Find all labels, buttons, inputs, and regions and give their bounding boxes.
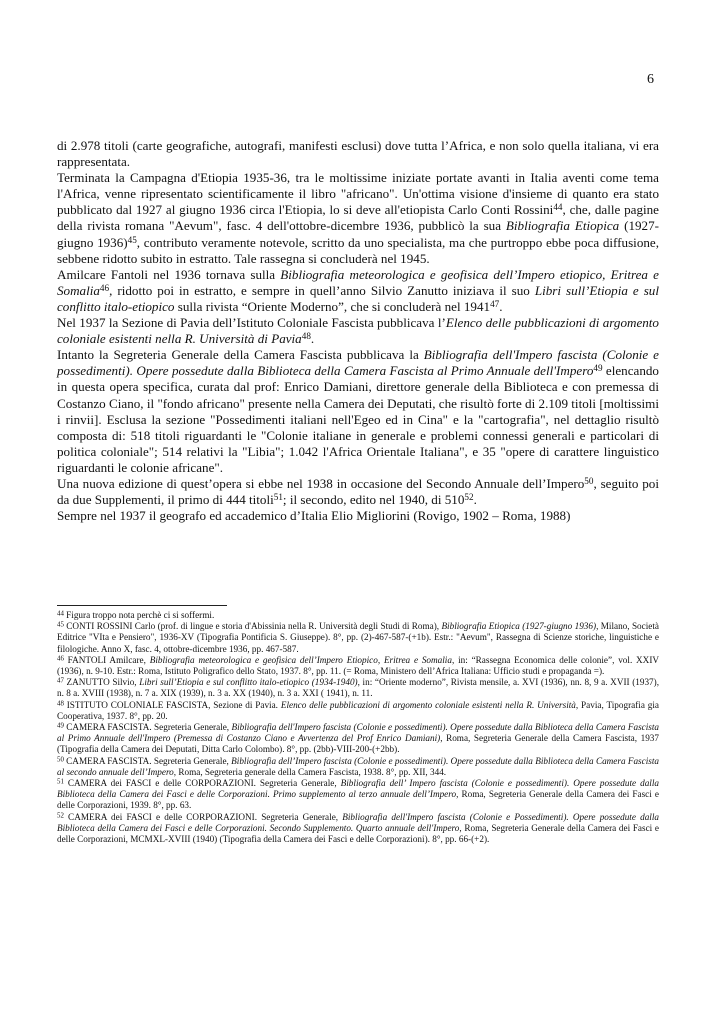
italic-text: Bibliografia dell'Impero fascista (Colonie e possedimenti). Opere possedute dalla Biblioteca della Camera Fascista al Primo Annuale dell'Impero (Premessa di Costanzo Ciano e Avvertenza del Prof Enrico Damiani): [57, 722, 659, 744]
footnotes: [57, 610, 659, 845]
text-run: , ridotto poi in estratto, e sempre in quell’anno Silvio Zanutto iniziava il suo: [109, 282, 535, 298]
italic-text: Bibliografia meteorologica e geofisica dell’Impero etiopico, Eritrea e Somalia: [57, 266, 659, 298]
footnote-marker: 44: [553, 202, 563, 213]
text-run: , seguito poi da due Supplementi, il primo di 444 titoli: [57, 475, 659, 508]
footnote-marker: 52: [57, 811, 64, 819]
body-paragraph: [57, 267, 659, 315]
text-run: (1927-giugno 1936): [57, 218, 659, 250]
text-run: .: [310, 331, 315, 347]
body-paragraph: [57, 315, 659, 347]
italic-text: Libri sull’Etiopia e sul conflitto italo-etiopico (1934-1940): [139, 677, 358, 688]
text-run: , in: “Oriente moderno”, Rivista mensile, a. XVI (1936), nn. 8, 9 a. XVII (1937), n. 8 a. XVIII (1938), n. 7 a. XIX (1939), n. 3 a. XX (1940), n. 3 a. XXI ( 1941), n. 11.: [57, 677, 659, 699]
text-run: Intanto la Segreteria Generale della Camera Fascista pubblicava la: [57, 347, 424, 363]
footnote-marker: 50: [57, 755, 64, 763]
footnote-marker: 46: [99, 282, 110, 293]
text-run: elencando in questa opera specifica, curata dal prof: Enrico Damiani, direttore generale della Biblioteca e con premessa di Costanzo Ciano, il "fondo africano" presente nella Camera dei Deputati, che risultò forte di 2.109 titoli [moltissimi i rinvii]. Esclusa la sezione "Possedimenti italiani nell'Egeo ed in Cina" e la "cartografia", nel dettaglio risultò composta di: 518 titoli riguardanti le "Colonie italiane in generale e problemi connessi generali e particolari di politica coloniale"; 514 relativi la "Libia"; 1.042 l'Africa Orientale Italiana", e 35 "opere di carattere linguistico riguardanti le colonie africane".: [57, 363, 659, 475]
body-paragraph: [57, 508, 659, 524]
text-run: , contributo veramente notevole, scritto da uno specialista, ma che purtroppo ebbe poca diffusione, sebbene ridotto subito in estratto. Tale rassegna si concluderà nel 1945.: [57, 234, 659, 266]
text-run: ISTITUTO COLONIALE FASCISTA, Sezione di Pavia.: [63, 699, 281, 710]
footnote-marker: 47: [490, 298, 500, 309]
footnote: [57, 812, 659, 846]
italic-text: Elenco delle pubblicazioni di argomento coloniale esistenti nella R. Università: [280, 699, 576, 710]
text-run: , Pavia, Tipografia gia Cooperativa, 1937. 8°, pp. 20.: [57, 699, 659, 721]
italic-text: Elenco delle pubblicazioni di argomento coloniale esistenti nella R. Università di Pavia: [57, 315, 659, 347]
body-paragraph: [57, 347, 659, 476]
text-run: Terminata la Campagna d'Etiopia 1935-36, tra le moltissime iniziate portate avanti in Italia aventi come tema l'Africa, venne ripresentato scientificamente il libro "africano". Un'ottima visione d'insieme di quanto era stato pubblicato dal 1927 al giugno 1936 circa l'Etiopia, lo si deve all'etiopista Carlo Conti Rossini: [57, 170, 659, 218]
italic-text: Bibliografia dell’Impero fascista (Colonie e possedimenti). Opere possedute dalla Biblioteca della Camera Fascista al secondo annuale dell’Impero: [57, 755, 659, 777]
body-paragraph: [57, 170, 659, 267]
text-run: , Roma, Segreteria generale della Camera Fascista, 1938. 8°, pp. XII, 344.: [173, 766, 447, 777]
text-run: .: [473, 492, 477, 508]
italic-text: Bibliografia dell'Impero fascista (Colonie e possedimenti). Opere possedute dalla Biblioteca della Camera Fascista al Primo Annuale dell'Impero: [57, 347, 659, 379]
text-run: FANTOLI Amilcare,: [63, 654, 150, 665]
footnote: [57, 677, 659, 699]
footnote-separator: [57, 605, 227, 606]
italic-text: Bibliografia Etiopica (1927-giugno 1936): [441, 621, 597, 632]
text-run: , Roma, Segreteria Generale della Camera dei Fasci e delle Corporazioni, MCMXL-XVIII (1940) (Tipografia della Camera dei Fasci e delle Corporazioni). 8°, pp. 66-(+2).: [57, 822, 659, 845]
text-run: Figura troppo nota perchè ci si soffermi.: [63, 610, 215, 620]
footnote: [57, 621, 659, 655]
footnote-marker: 45: [57, 621, 64, 629]
text-run: CONTI ROSSINI Carlo (prof. di lingue e storia d'Abissinia nella R. Università degli Studi di Roma),: [63, 621, 442, 632]
text-run: Una nuova edizione di quest’opera si ebbe nel 1938 in occasione del Secondo Annuale dell’Impero: [57, 475, 585, 491]
footnote-marker: 45: [127, 234, 137, 245]
text-run: Sempre nel 1937 il geografo ed accademico d’Italia Elio Migliorini (Rovigo, 1902 – Roma, 1988): [57, 508, 571, 524]
page-number: 6: [647, 72, 654, 87]
footnote: [57, 756, 659, 778]
italic-text: Bibliografia dell'Impero fascista (Colonie e Possedimenti). Opere possedute dalla Biblioteca della Camera dei Fasci e delle Corporazioni. Secondo Supplemento. Quarto annuale dell'Impero: [57, 811, 660, 833]
footnote-marker: 47: [57, 677, 64, 685]
footnote-marker: 48: [57, 699, 64, 707]
text-run: Amilcare Fantoli nel 1936 tornava sulla: [57, 266, 281, 282]
body-paragraph: [57, 138, 659, 170]
footnote-marker: 50: [584, 475, 594, 486]
italic-text: Libri sull’Etiopia e sul conflitto italo-etiopico: [57, 282, 659, 314]
footnote-marker: 51: [273, 491, 283, 502]
footnote-marker: 49: [57, 722, 64, 730]
text-run: , in: “Rassegna Economica delle colonie”, vol. XXIV (1936), n. 9-10. Estr.: Roma, Istituto Poligrafico dello Stato, 1937. 8°, pp. 11. (= Roma, Ministero dell’Africa Italiana: Ufficio studi e propaganda =).: [57, 654, 660, 677]
footnote-marker: 46: [57, 655, 64, 663]
text-run: .: [499, 298, 503, 314]
text-run: CAMERA FASCISTA. Segreteria Generale,: [63, 722, 232, 733]
footnote-marker: 48: [301, 331, 311, 341]
footnote: [57, 722, 659, 756]
body-paragraph: [57, 476, 659, 508]
text-run: di 2.978 titoli (carte geografiche, autografi, manifesti esclusi) dove tutta l’Africa, e non solo quella italiana, vi era rappresentata.: [57, 138, 659, 170]
text-run: CAMERA dei FASCI e delle CORPORAZIONI. Segreteria Generale,: [63, 778, 341, 789]
text-run: CAMERA dei FASCI e delle CORPORAZIONI. Segreteria Generale,: [63, 811, 343, 822]
footnote-marker: 52: [464, 491, 474, 502]
footnote-marker: 44: [57, 610, 64, 618]
text-run: CAMERA FASCISTA. Segreteria Generale,: [63, 755, 232, 766]
footnote: [57, 655, 659, 677]
italic-text: Bibliografia dell’ Impero fascista (Colonie e possedimenti). Opere possedute dalla Biblioteca della Camera dei Fasci e delle Corporazioni. Primo supplemento al terzo annuale dell’Impero: [57, 778, 659, 800]
footnote-marker: 49: [593, 363, 603, 374]
text-run: , che, dalle pagine della rivista romana "Aevum", fasc. 4 dell'ottobre-dicembre 1936, pubblicò la sua: [57, 202, 659, 234]
italic-text: Bibliografia meteorologica e geofisica dell’Impero Etiopico, Eritrea e Somalia: [149, 654, 452, 665]
body-text: [57, 138, 659, 524]
text-run: ZANUTTO Silvio,: [63, 677, 140, 688]
text-run: , Milano, Società Editrice "VIta e Pensiero", 1936-XV (Tipografia Pontificia S. Giuseppe). 8°, pp. (2)-467-587-(+1b). Estr.: "Aevum", Rassegna di Scienze storiche, linguistiche e filologiche. Anno X, fasc. 4, ottobre-dicembre 1936, pp. 467-587.: [57, 621, 659, 654]
text-run: sulla rivista “Oriente Moderno”, che si concluderà nel 1941: [174, 298, 491, 314]
footnote: [57, 778, 659, 812]
text-run: , Roma, Segreteria Generale della Camera dei Fasci e delle Corporazioni, 1939. 8°, pp. 63.: [57, 789, 659, 811]
footnote: [57, 700, 659, 722]
text-run: , Roma, Segreteria Generale della Camera Fascista, 1937 (Tipografia della Camera dei Deputati, Ditta Carlo Colombo). 8°, pp. (2bb)-VIII-200-(+2bb).: [57, 733, 659, 755]
italic-text: Bibliografia Etiopica: [505, 218, 620, 234]
footnote: [57, 610, 659, 621]
text-run: ; il secondo, edito nel 1940, di 510: [282, 492, 465, 508]
footnote-marker: 51: [57, 778, 64, 786]
text-run: Nel 1937 la Sezione di Pavia dell’Istituto Coloniale Fascista pubblicava l’: [57, 315, 446, 331]
